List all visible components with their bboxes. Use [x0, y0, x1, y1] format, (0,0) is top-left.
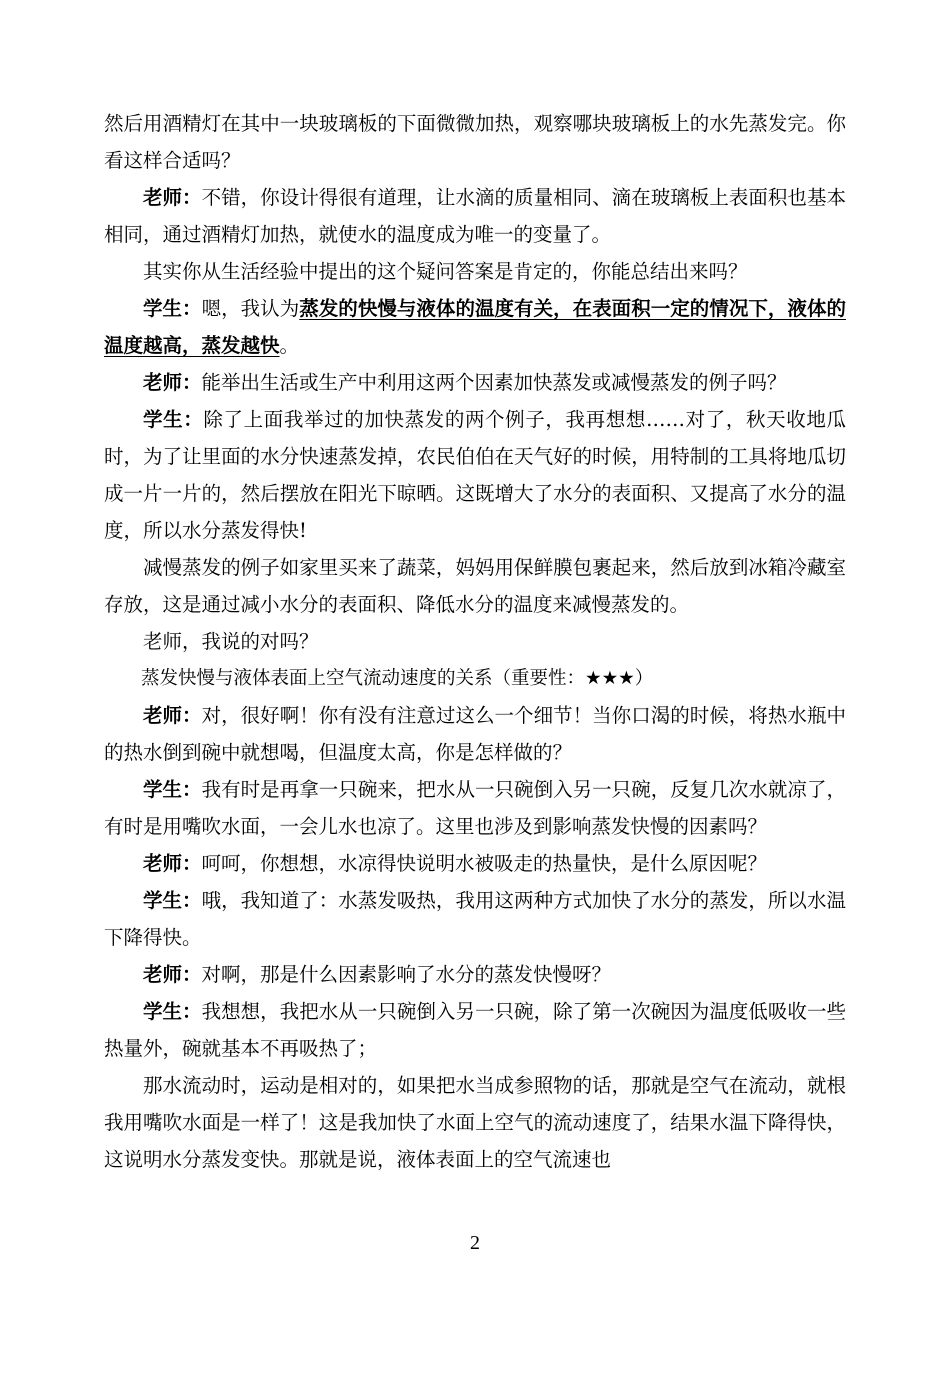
speaker-label: 学生： — [143, 778, 202, 801]
dialogue-text: 我想想，我把水从一只碗倒入另一只碗，除了第一次碗因为温度低吸收一些热量外，碗就基本不再吸热了； — [104, 1000, 846, 1060]
paragraph-text: 其实你从生活经验中提出的这个疑问答案是肯定的，你能总结出来吗？ — [143, 260, 748, 283]
paragraph-text: 减慢蒸发的例子如家里买来了蔬菜，妈妈用保鲜膜包裹起来，然后放到冰箱冷藏室存放，这是通过减小水分的表面积、降低水分的温度来减慢蒸发的。 — [104, 556, 846, 616]
paragraph-text: 然后用酒精灯在其中一块玻璃板的下面微微加热，观察哪块玻璃板上的水先蒸发完。你看这样合适吗？ — [104, 112, 846, 172]
dialogue-teacher — [104, 364, 846, 401]
paragraph — [104, 623, 846, 660]
dialogue-teacher — [104, 956, 846, 993]
dialogue-teacher — [104, 697, 846, 771]
dialogue-teacher — [104, 179, 846, 253]
paragraph — [104, 105, 846, 179]
speaker-label: 学生： — [143, 297, 202, 320]
speaker-label: 老师： — [143, 371, 202, 394]
paragraph-text: 老师，我说的对吗？ — [143, 630, 319, 653]
dialogue-student — [104, 993, 846, 1067]
speaker-label: 学生： — [143, 1000, 202, 1023]
dialogue-text-end: 。 — [279, 334, 300, 357]
speaker-label: 老师： — [143, 186, 202, 209]
speaker-label: 学生： — [143, 889, 202, 912]
speaker-label: 老师： — [143, 963, 202, 986]
paragraph-text: 那水流动时，运动是相对的，如果把水当成参照物的话，那就是空气在流动，就根我用嘴吹水面是一样了！这是我加快了水面上空气的流动速度了，结果水温下降得快，这说明水分蒸发变快。那就是说，液体表面上的空气流速也 — [104, 1074, 846, 1171]
dialogue-text: 除了上面我举过的加快蒸发的两个例子，我再想想……对了，秋天收地瓜时，为了让里面的水分快速蒸发掉，农民伯伯在天气好的时候，用特制的工具将地瓜切成一片一片的，然后摆放在阳光下晾晒。这既增大了水分的表面积、又提高了水分的温度，所以水分蒸发得快! — [104, 408, 846, 542]
dialogue-text: 对，很好啊！你有没有注意过这么一个细节！当你口渴的时候，将热水瓶中的热水倒到碗中就想喝，但温度太高，你是怎样做的？ — [104, 704, 846, 764]
dialogue-student — [104, 882, 846, 956]
speaker-label: 老师： — [143, 704, 202, 727]
paragraph — [104, 549, 846, 623]
dialogue-teacher — [104, 845, 846, 882]
section-heading — [104, 660, 846, 697]
dialogue-text: 呵呵，你想想，水凉得快说明水被吸走的热量快，是什么原因呢？ — [201, 852, 768, 875]
dialogue-text: 嗯，我认为 — [201, 297, 300, 320]
dialogue-text: 对啊，那是什么因素影响了水分的蒸发快慢呀？ — [201, 963, 612, 986]
page-body — [104, 105, 846, 1178]
dialogue-text: 不错，你设计得很有道理，让水滴的质量相同、滴在玻璃板上表面积也基本相同，通过酒精灯加热，就使水的温度成为唯一的变量了。 — [104, 186, 846, 246]
dialogue-text: 哦，我知道了：水蒸发吸热，我用这两种方式加快了水分的蒸发，所以水温下降得快。 — [104, 889, 846, 949]
dialogue-student — [104, 771, 846, 845]
speaker-label: 老师： — [143, 852, 202, 875]
dialogue-student — [104, 290, 846, 364]
section-heading-text: 蒸发快慢与液体表面上空气流动速度的关系（重要性：★★★） — [141, 668, 654, 689]
emphasized-conclusion: 蒸发的快慢与液体的温度有关，在表面积一定的情况下，液体的温度越高，蒸发越快 — [104, 297, 846, 357]
dialogue-text: 能举出生活或生产中利用这两个因素加快蒸发或减慢蒸发的例子吗？ — [201, 371, 787, 394]
dialogue-text: 我有时是再拿一只碗来，把水从一只碗倒入另一只碗，反复几次水就凉了，有时是用嘴吹水面，一会儿水也凉了。这里也涉及到影响蒸发快慢的因素吗？ — [104, 778, 846, 838]
paragraph — [104, 253, 846, 290]
paragraph — [104, 1067, 846, 1178]
speaker-label: 学生： — [143, 408, 204, 431]
page-number: 2 — [470, 1232, 480, 1254]
dialogue-student — [104, 401, 846, 549]
